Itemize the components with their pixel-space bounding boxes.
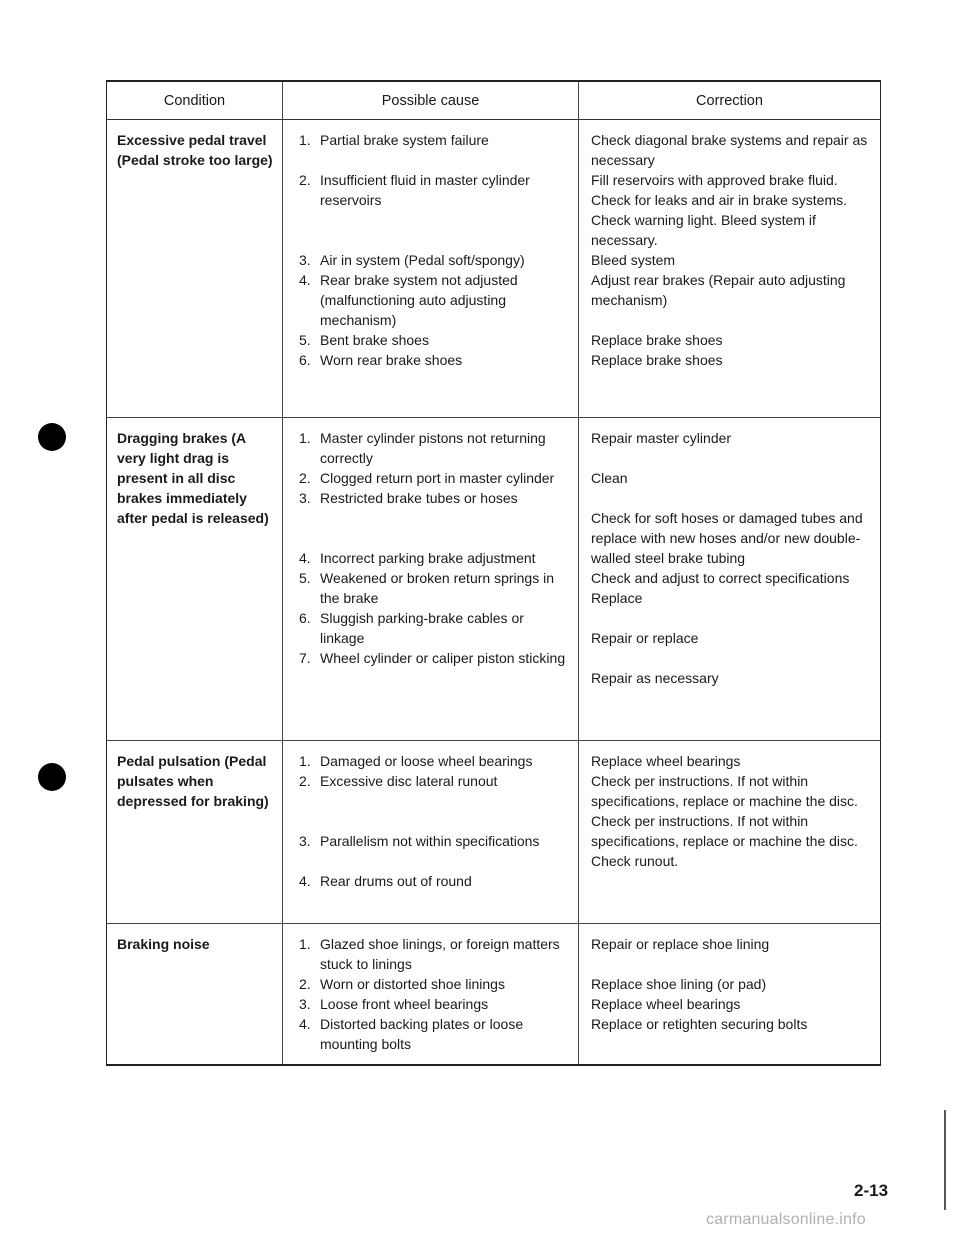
condition-text: Excessive pedal travel (Pedal stroke too large): [117, 132, 273, 168]
cause-item: [299, 871, 572, 891]
cause-item: [299, 250, 572, 270]
page-number: 2-13: [854, 1181, 889, 1200]
cause-item: [299, 974, 572, 994]
cause-text: Glazed shoe linings, or foreign matters stuck to linings: [320, 936, 560, 972]
correction-cell: [579, 418, 881, 741]
condition-text: Dragging brakes (A very light drag is present in all disc brakes immediately after pedal is released): [117, 430, 269, 526]
cause-number: 2.: [299, 470, 311, 486]
cause-number: 1.: [299, 936, 311, 952]
correction-item: Replace or retighten securing bolts: [591, 1016, 808, 1032]
header-condition: Condition: [107, 81, 283, 120]
cause-cell: [283, 120, 579, 418]
cause-item: [299, 270, 572, 330]
cause-item: [299, 934, 572, 974]
cause-text: Air in system (Pedal soft/spongy): [320, 252, 525, 268]
correction-item: Check per instructions. If not within specifications, replace or machine the disc.: [591, 813, 858, 849]
punch-hole: [38, 763, 66, 791]
correction-item: Adjust rear brakes (Repair auto adjusting mechanism): [591, 272, 846, 308]
cause-item: [299, 428, 572, 468]
cause-text: Damaged or loose wheel bearings: [320, 753, 533, 769]
header-correction: Correction: [579, 81, 881, 120]
correction-item: Replace brake shoes: [591, 332, 723, 348]
condition-text: Pedal pulsation (Pedal pulsates when depressed for braking): [117, 753, 269, 809]
correction-cell: [579, 924, 881, 1066]
cause-number: 3.: [299, 252, 311, 268]
correction-item: Check runout.: [591, 853, 679, 869]
troubleshooting-table: [106, 80, 881, 1066]
cause-text: Loose front wheel bearings: [320, 996, 489, 1012]
cause-cell: [283, 741, 579, 924]
cause-number: 5.: [299, 332, 311, 348]
cause-item: [299, 648, 572, 668]
cause-text: Parallelism not within specifications: [320, 833, 540, 849]
cause-number: 1.: [299, 430, 311, 446]
cause-number: 2.: [299, 172, 311, 188]
table-row: [107, 924, 881, 1066]
cause-number: 4.: [299, 873, 311, 889]
cause-item: [299, 350, 572, 370]
cause-number: 7.: [299, 650, 311, 666]
cause-number: 1.: [299, 753, 311, 769]
correction-item: Repair or replace shoe lining: [591, 936, 770, 952]
condition-cell: [107, 924, 283, 1066]
cause-number: 4.: [299, 1016, 311, 1032]
cause-text: Master cylinder pistons not returning correctly: [320, 430, 546, 466]
correction-item: Replace wheel bearings: [591, 996, 741, 1012]
cause-item: [299, 608, 572, 648]
correction-cell: [579, 741, 881, 924]
correction-item: Repair master cylinder: [591, 430, 732, 446]
correction-item: Replace shoe lining (or pad): [591, 976, 767, 992]
cause-number: 1.: [299, 132, 311, 148]
correction-item: Replace wheel bearings: [591, 753, 741, 769]
cause-number: 3.: [299, 996, 311, 1012]
condition-cell: [107, 418, 283, 741]
correction-item: Replace: [591, 590, 643, 606]
cause-text: Rear drums out of round: [320, 873, 472, 889]
header-possible-cause: Possible cause: [283, 81, 579, 120]
table-row: [107, 120, 881, 418]
cause-cell: [283, 418, 579, 741]
cause-item: [299, 330, 572, 350]
punch-hole: [38, 423, 66, 451]
correction-item: Repair or replace: [591, 630, 699, 646]
cause-text: Distorted backing plates or loose mounting bolts: [320, 1016, 524, 1052]
cause-item: [299, 994, 572, 1014]
correction-item: Fill reservoirs with approved brake fluid. Check for leaks and air in brake systems. Check warning light. Bleed system if necessary.: [591, 172, 847, 248]
watermark: carmanualsonline.info: [706, 1211, 866, 1228]
cause-item: [299, 130, 572, 150]
condition-cell: [107, 741, 283, 924]
cause-text: Partial brake system failure: [320, 132, 489, 148]
table-row: [107, 418, 881, 741]
cause-text: Weakened or broken return springs in the brake: [320, 570, 554, 606]
margin-rule: [944, 1110, 946, 1210]
correction-item: Check per instructions. If not within specifications, replace or machine the disc.: [591, 773, 858, 809]
cause-item: [299, 1014, 572, 1054]
correction-item: Repair as necessary: [591, 670, 719, 686]
cause-cell: [283, 924, 579, 1066]
cause-item: [299, 548, 572, 568]
cause-text: Rear brake system not adjusted (malfunctioning auto adjusting mechanism): [320, 272, 518, 328]
condition-cell: [107, 120, 283, 418]
cause-text: Bent brake shoes: [320, 332, 429, 348]
cause-text: Incorrect parking brake adjustment: [320, 550, 536, 566]
cause-text: Sluggish parking-brake cables or linkage: [320, 610, 524, 646]
cause-item: [299, 771, 572, 791]
cause-text: Wheel cylinder or caliper piston sticking: [320, 650, 566, 666]
cause-number: 4.: [299, 272, 311, 288]
cause-text: Worn rear brake shoes: [320, 352, 463, 368]
header-row: [107, 81, 881, 120]
cause-text: Insufficient fluid in master cylinder reservoirs: [320, 172, 530, 208]
correction-item: Check for soft hoses or damaged tubes and replace with new hoses and/or new double-walled steel brake tubing: [591, 510, 863, 566]
correction-item: Check and adjust to correct specifications: [591, 570, 850, 586]
table-row: [107, 741, 881, 924]
correction-item: Bleed system: [591, 252, 676, 268]
cause-item: [299, 831, 572, 851]
cause-number: 4.: [299, 550, 311, 566]
cause-item: [299, 170, 572, 210]
cause-text: Restricted brake tubes or hoses: [320, 490, 518, 506]
correction-item: Replace brake shoes: [591, 352, 723, 368]
condition-text: Braking noise: [117, 936, 210, 952]
cause-number: 5.: [299, 570, 311, 586]
cause-item: [299, 568, 572, 608]
correction-item: Clean: [591, 470, 628, 486]
cause-text: Excessive disc lateral runout: [320, 773, 498, 789]
cause-text: Clogged return port in master cylinder: [320, 470, 555, 486]
cause-number: 3.: [299, 833, 311, 849]
cause-number: 2.: [299, 773, 311, 789]
correction-item: Check diagonal brake systems and repair as necessary: [591, 132, 868, 168]
cause-item: [299, 751, 572, 771]
cause-item: [299, 468, 572, 488]
correction-cell: [579, 120, 881, 418]
cause-item: [299, 488, 572, 508]
cause-number: 6.: [299, 610, 311, 626]
cause-text: Worn or distorted shoe linings: [320, 976, 505, 992]
cause-number: 2.: [299, 976, 311, 992]
cause-number: 6.: [299, 352, 311, 368]
cause-number: 3.: [299, 490, 311, 506]
